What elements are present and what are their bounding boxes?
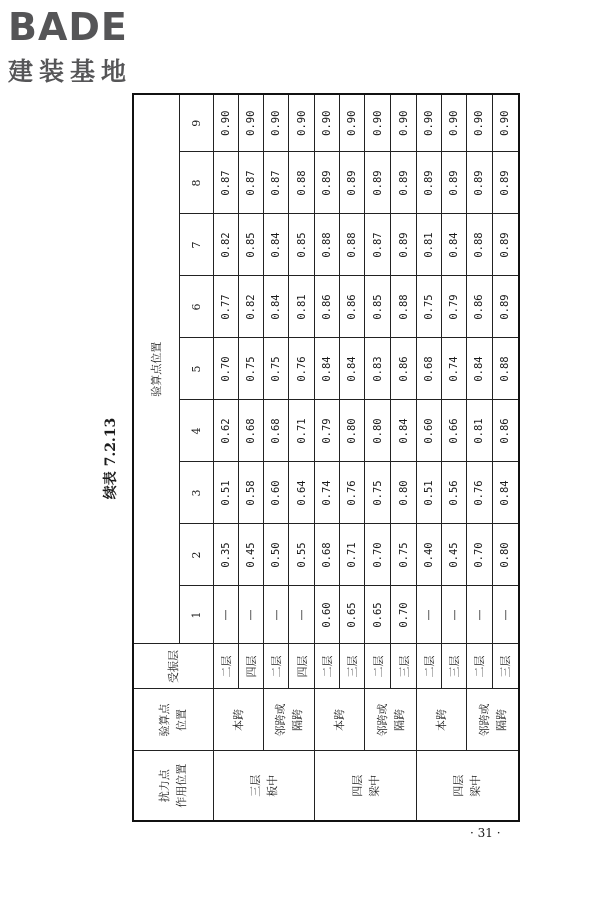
value-cell: 0.90 — [416, 94, 441, 152]
value-cell: 0.86 — [315, 276, 340, 338]
header-check-line1: 验算点 — [158, 703, 172, 737]
rotated-page-content — [100, 95, 520, 822]
value-cell: 0.90 — [213, 94, 238, 152]
value-cell: 0.60 — [416, 400, 441, 462]
value-cell: 0.65 — [365, 586, 391, 644]
value-cell: 0.62 — [213, 400, 238, 462]
check-point-line: 隔跨 — [494, 709, 508, 731]
value-cell: 0.90 — [340, 94, 365, 152]
value-cell: 0.89 — [416, 152, 441, 214]
value-cell: 0.80 — [391, 462, 417, 524]
value-cell: 0.60 — [315, 586, 340, 644]
table-row — [365, 94, 391, 821]
value-cell: 0.89 — [391, 214, 417, 276]
value-cell: 0.76 — [289, 338, 315, 400]
value-cell: 0.86 — [391, 338, 417, 400]
value-cell: 0.65 — [340, 586, 365, 644]
value-cell: 0.89 — [492, 276, 519, 338]
value-cell: 0.81 — [416, 214, 441, 276]
value-cell: 0.88 — [391, 276, 417, 338]
value-cell: 0.75 — [263, 338, 289, 400]
value-cell: 0.80 — [340, 400, 365, 462]
value-cell: 0.74 — [315, 462, 340, 524]
value-cell: 0.75 — [238, 338, 263, 400]
value-cell: — — [416, 586, 441, 644]
header-point-number: 7 — [179, 214, 213, 276]
value-cell: 0.75 — [391, 524, 417, 586]
vibrated-floor-cell: 二层 — [467, 644, 493, 689]
value-cell: 0.51 — [416, 462, 441, 524]
check-point-line: 邻跨或 — [273, 703, 287, 737]
vibrated-floor-cell: 二层 — [213, 644, 238, 689]
value-cell: 0.85 — [289, 214, 315, 276]
value-cell: 0.55 — [289, 524, 315, 586]
value-cell: 0.45 — [442, 524, 467, 586]
value-cell: 0.70 — [391, 586, 417, 644]
brand-logo — [8, 6, 132, 88]
value-cell: 0.89 — [442, 152, 467, 214]
header-point-number: 5 — [179, 338, 213, 400]
value-cell: 0.90 — [238, 94, 263, 152]
vibrated-floor-cell: 四层 — [289, 644, 315, 689]
check-point-cell — [213, 689, 263, 751]
value-cell: 0.79 — [442, 276, 467, 338]
value-cell: 0.81 — [289, 276, 315, 338]
value-cell: 0.90 — [442, 94, 467, 152]
value-cell: 0.76 — [467, 462, 493, 524]
value-cell: 0.51 — [213, 462, 238, 524]
value-cell: 0.90 — [289, 94, 315, 152]
value-cell: 0.58 — [238, 462, 263, 524]
header-point-number: 6 — [179, 276, 213, 338]
value-cell: 0.56 — [442, 462, 467, 524]
check-point-line: 邻跨或 — [375, 703, 389, 737]
value-cell: 0.45 — [238, 524, 263, 586]
vibrated-floor-cell: 三层 — [391, 644, 417, 689]
value-cell: 0.89 — [365, 152, 391, 214]
value-cell: 0.86 — [492, 400, 519, 462]
header-force-line1: 扰力点 — [158, 769, 172, 803]
value-cell: 0.75 — [365, 462, 391, 524]
check-point-cell — [416, 689, 466, 751]
force-position-cell — [315, 751, 417, 821]
value-cell: 0.90 — [492, 94, 519, 152]
value-cell: 0.68 — [416, 338, 441, 400]
vibrated-floor-cell: 二层 — [416, 644, 441, 689]
header-force-position — [133, 751, 213, 821]
value-cell: 0.89 — [467, 152, 493, 214]
check-point-line: 本跨 — [231, 709, 245, 731]
value-cell: — — [467, 586, 493, 644]
value-cell: 0.82 — [238, 276, 263, 338]
value-cell: 0.76 — [340, 462, 365, 524]
value-cell: 0.83 — [365, 338, 391, 400]
value-cell: 0.87 — [213, 152, 238, 214]
value-cell: 0.88 — [289, 152, 315, 214]
value-cell: 0.68 — [263, 400, 289, 462]
value-cell: 0.90 — [391, 94, 417, 152]
value-cell: 0.88 — [315, 214, 340, 276]
value-cell: 0.86 — [340, 276, 365, 338]
value-cell: 0.77 — [213, 276, 238, 338]
value-cell: 0.68 — [315, 524, 340, 586]
value-cell: 0.89 — [315, 152, 340, 214]
value-cell: 0.87 — [365, 214, 391, 276]
check-point-line: 隔跨 — [290, 709, 304, 731]
header-point-number: 3 — [179, 462, 213, 524]
page-number: · 31 · — [470, 826, 501, 840]
force-position-line: 板中 — [265, 774, 279, 797]
value-cell: 0.82 — [213, 214, 238, 276]
check-point-line: 本跨 — [435, 709, 448, 731]
header-point-number: 4 — [179, 400, 213, 462]
value-cell: 0.80 — [492, 524, 519, 586]
force-position-line: 梁中 — [469, 774, 483, 797]
vibrated-floor-cell: 二层 — [365, 644, 391, 689]
table-row — [416, 94, 441, 821]
value-cell: 0.74 — [442, 338, 467, 400]
vibrated-floor-cell: 三层 — [442, 644, 467, 689]
value-cell: 0.87 — [263, 152, 289, 214]
header-force-line2: 作用位置 — [175, 763, 189, 808]
value-cell: 0.89 — [391, 152, 417, 214]
value-cell: 0.89 — [492, 214, 519, 276]
value-cell: 0.85 — [365, 276, 391, 338]
value-cell: 0.71 — [340, 524, 365, 586]
header-point-group: 验算点位置 — [133, 94, 179, 644]
header-check-point — [133, 689, 213, 751]
value-cell: 0.60 — [263, 462, 289, 524]
data-table — [132, 93, 520, 822]
vibrated-floor-cell: 二层 — [263, 644, 289, 689]
value-cell: — — [213, 586, 238, 644]
table-row — [315, 94, 340, 821]
value-cell: — — [442, 586, 467, 644]
value-cell: 0.87 — [238, 152, 263, 214]
value-cell: 0.90 — [365, 94, 391, 152]
value-cell: 0.84 — [315, 338, 340, 400]
value-cell: 0.89 — [340, 152, 365, 214]
table-caption: 续表 7.2.13 — [103, 417, 119, 500]
value-cell: 0.88 — [492, 338, 519, 400]
value-cell: 0.88 — [340, 214, 365, 276]
vibrated-floor-cell: 二层 — [315, 644, 340, 689]
value-cell: 0.84 — [340, 338, 365, 400]
value-cell: 0.90 — [263, 94, 289, 152]
value-cell: 0.84 — [467, 338, 493, 400]
value-cell: 0.85 — [238, 214, 263, 276]
check-point-cell — [365, 689, 417, 751]
check-point-cell — [467, 689, 519, 751]
table-row — [213, 94, 238, 821]
header-point-number: 1 — [179, 586, 213, 644]
vibrated-floor-cell: 三层 — [340, 644, 365, 689]
logo-brand-text: BADE — [8, 5, 128, 49]
value-cell: 0.71 — [289, 400, 315, 462]
force-position-line: 梁中 — [367, 774, 381, 797]
value-cell: 0.84 — [492, 462, 519, 524]
value-cell: 0.84 — [263, 276, 289, 338]
value-cell: — — [289, 586, 315, 644]
value-cell: 0.66 — [442, 400, 467, 462]
value-cell: 0.88 — [467, 214, 493, 276]
header-vibrated-floor: 受振层 — [133, 644, 213, 689]
vibrated-floor-cell: 三层 — [492, 644, 519, 689]
value-cell: 0.70 — [213, 338, 238, 400]
value-cell: 0.90 — [467, 94, 493, 152]
check-point-cell — [263, 689, 315, 751]
value-cell: 0.68 — [238, 400, 263, 462]
value-cell: 0.40 — [416, 524, 441, 586]
table-row — [467, 94, 493, 821]
value-cell: 0.84 — [442, 214, 467, 276]
check-point-line: 邻跨或 — [477, 703, 491, 737]
value-cell: 0.79 — [315, 400, 340, 462]
check-point-line: 隔跨 — [392, 709, 406, 731]
header-point-number: 2 — [179, 524, 213, 586]
value-cell: 0.84 — [391, 400, 417, 462]
value-cell: 0.86 — [467, 276, 493, 338]
value-cell: 0.50 — [263, 524, 289, 586]
force-position-line: 四层 — [452, 774, 466, 797]
value-cell: — — [492, 586, 519, 644]
force-position-cell — [416, 751, 519, 821]
table-row — [263, 94, 289, 821]
value-cell: — — [263, 586, 289, 644]
value-cell: 0.35 — [213, 524, 238, 586]
value-cell: 0.84 — [263, 214, 289, 276]
value-cell: 0.70 — [467, 524, 493, 586]
value-cell: 0.90 — [315, 94, 340, 152]
check-point-cell — [315, 689, 365, 751]
value-cell: 0.70 — [365, 524, 391, 586]
value-cell: 0.81 — [467, 400, 493, 462]
header-point-number: 9 — [179, 94, 213, 152]
value-cell: 0.80 — [365, 400, 391, 462]
value-cell: 0.64 — [289, 462, 315, 524]
header-check-line2: 位置 — [175, 709, 189, 731]
check-point-line: 本跨 — [333, 709, 347, 731]
value-cell: — — [238, 586, 263, 644]
vibrated-floor-cell: 四层 — [238, 644, 263, 689]
value-cell: 0.89 — [492, 152, 519, 214]
force-position-line: 四层 — [350, 774, 364, 797]
logo-subtitle: 建装基地 — [8, 57, 133, 86]
force-position-cell — [213, 751, 315, 821]
value-cell: 0.75 — [416, 276, 441, 338]
force-position-line: 三层 — [248, 774, 262, 797]
header-point-number: 8 — [179, 152, 213, 214]
